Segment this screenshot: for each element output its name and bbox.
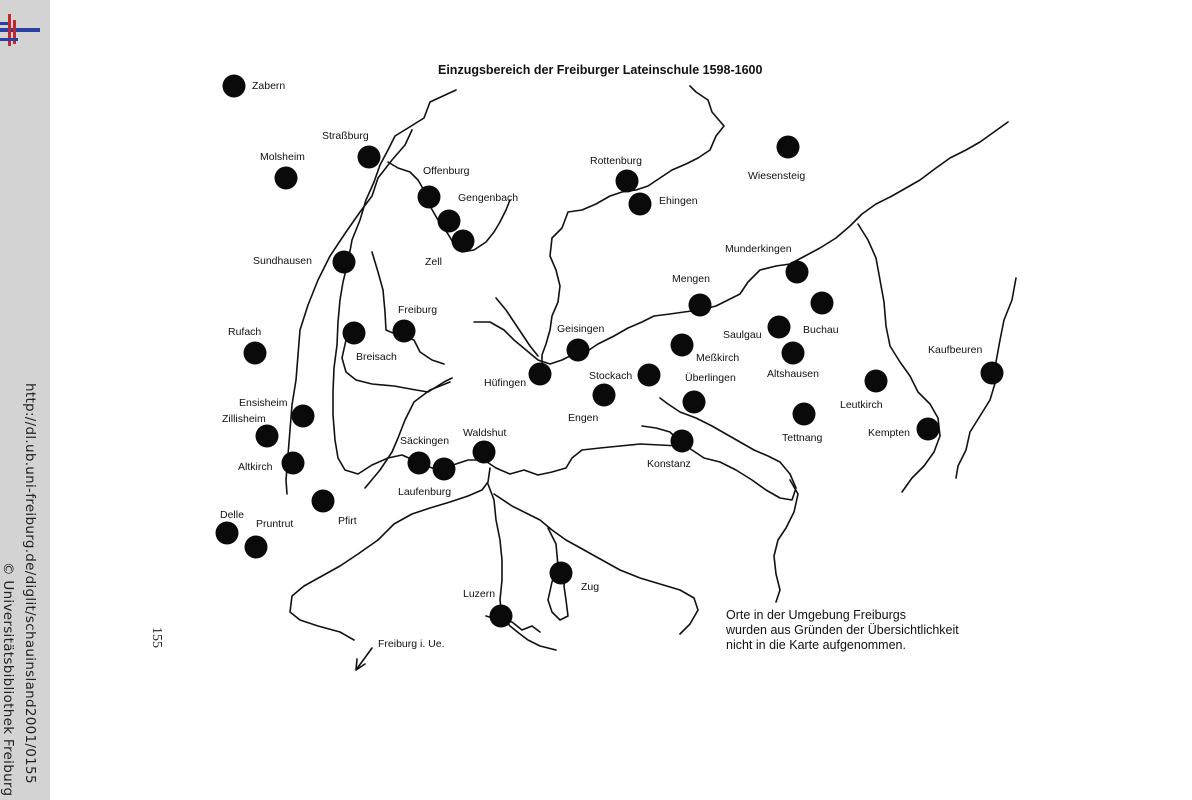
city-label-konstanz: Konstanz xyxy=(647,458,691,470)
city-marker-sundhausen xyxy=(333,251,356,274)
city-marker-ensisheim xyxy=(292,405,315,428)
city-label-delle: Delle xyxy=(220,509,244,521)
city-label-sundhausen: Sundhausen xyxy=(253,255,312,267)
city-label-saulgau: Saulgau xyxy=(723,329,762,341)
city-marker-stockach xyxy=(638,364,661,387)
city-label-geisingen: Geisingen xyxy=(557,323,605,335)
city-label-tettnang: Tettnang xyxy=(782,432,823,444)
city-marker-altkirch xyxy=(282,452,305,475)
city-marker-altshausen xyxy=(782,342,805,365)
city-marker-geisingen xyxy=(567,339,590,362)
arrow-icon xyxy=(356,648,372,670)
city-label-pruntrut: Pruntrut xyxy=(256,518,294,530)
note-line-1: Orte in der Umgebung Freiburgs xyxy=(726,608,906,622)
city-marker-molsheim xyxy=(275,167,298,190)
city-marker-tettnang xyxy=(793,403,816,426)
city-label-ehingen: Ehingen xyxy=(659,195,698,207)
city-marker-hüfingen xyxy=(529,363,552,386)
city-label-altkirch: Altkirch xyxy=(238,461,273,473)
city-label-mengen: Mengen xyxy=(672,273,710,285)
city-marker-offenburg xyxy=(418,186,441,209)
city-label-stockach: Stockach xyxy=(589,370,633,382)
city-marker-wiesensteig xyxy=(777,136,800,159)
city-marker-überlingen xyxy=(683,391,706,414)
city-marker-delle xyxy=(216,522,239,545)
city-marker-kempten xyxy=(917,418,940,441)
city-label-engen: Engen xyxy=(568,412,599,424)
city-marker-ehingen xyxy=(629,193,652,216)
city-label-wiesensteig: Wiesensteig xyxy=(748,170,806,182)
city-marker-pfirt xyxy=(312,490,335,513)
city-marker-straßburg xyxy=(358,146,381,169)
city-marker-luzern xyxy=(490,605,513,628)
city-marker-rufach xyxy=(244,342,267,365)
city-label-molsheim: Molsheim xyxy=(260,151,305,163)
city-label-buchau: Buchau xyxy=(803,324,839,336)
city-label-leutkirch: Leutkirch xyxy=(840,399,883,411)
map-title: Einzugsbereich der Freiburger Lateinschule 1598-1600 xyxy=(438,63,763,77)
city-marker-mengen xyxy=(689,294,712,317)
city-label-gengenbach: Gengenbach xyxy=(458,192,519,204)
city-labels xyxy=(220,80,982,600)
note-line-3: nicht in die Karte aufgenommen. xyxy=(726,638,906,652)
city-label-rufach: Rufach xyxy=(228,326,262,338)
city-marker-säckingen xyxy=(408,452,431,475)
city-label-hüfingen: Hüfingen xyxy=(484,377,527,389)
copyright-text: © Universitätsbibliothek Freiburg xyxy=(0,562,16,797)
city-marker-zillisheim xyxy=(256,425,279,448)
river-iller xyxy=(858,224,940,492)
city-marker-gengenbach xyxy=(438,210,461,233)
city-label-straßburg: Straßburg xyxy=(322,130,369,142)
city-marker-waldshut xyxy=(473,441,496,464)
river-rhine xyxy=(333,90,680,475)
city-marker-meßkirch xyxy=(671,334,694,357)
page-number: 155 xyxy=(149,627,164,648)
city-label-pfirt: Pfirt xyxy=(338,515,357,527)
url-text[interactable]: http://dl.ub.uni-freiburg.de/diglit/schauinsland2001/0155 xyxy=(22,383,38,784)
city-label-altshausen: Altshausen xyxy=(767,368,819,380)
city-label-laufenburg: Laufenburg xyxy=(398,486,452,498)
direction-label: Freiburg i. Ue. xyxy=(378,638,445,650)
city-label-überlingen: Überlingen xyxy=(685,372,736,384)
city-label-kempten: Kempten xyxy=(868,427,911,439)
city-marker-engen xyxy=(593,384,616,407)
city-label-ensisheim: Ensisheim xyxy=(239,397,288,409)
city-label-breisach: Breisach xyxy=(356,351,397,363)
city-label-offenburg: Offenburg xyxy=(423,165,470,177)
city-label-meßkirch: Meßkirch xyxy=(696,352,740,364)
lake-constance xyxy=(642,398,796,500)
city-marker-zug xyxy=(550,562,573,585)
city-label-freiburg: Freiburg xyxy=(398,304,438,316)
city-marker-leutkirch xyxy=(865,370,888,393)
river-ill xyxy=(286,130,412,494)
city-label-rottenburg: Rottenburg xyxy=(590,155,642,167)
city-marker-zell xyxy=(452,230,475,253)
city-marker-kaufbeuren xyxy=(981,362,1004,385)
city-label-zillisheim: Zillisheim xyxy=(222,413,266,425)
city-marker-freiburg xyxy=(393,320,416,343)
city-marker-breisach xyxy=(343,322,366,345)
city-marker-zabern xyxy=(223,75,246,98)
city-marker-munderkingen xyxy=(786,261,809,284)
river-elz xyxy=(342,340,452,392)
city-label-zell: Zell xyxy=(425,256,442,268)
city-marker-pruntrut xyxy=(245,536,268,559)
city-marker-saulgau xyxy=(768,316,791,339)
city-label-zug: Zug xyxy=(581,581,600,593)
city-marker-konstanz xyxy=(671,430,694,453)
city-label-zabern: Zabern xyxy=(252,80,286,92)
river-limmat xyxy=(494,494,698,634)
city-label-munderkingen: Munderkingen xyxy=(725,243,792,255)
city-marker-rottenburg xyxy=(616,170,639,193)
city-marker-laufenburg xyxy=(433,458,456,481)
city-label-säckingen: Säckingen xyxy=(400,435,450,447)
city-label-kaufbeuren: Kaufbeuren xyxy=(928,344,983,356)
city-label-luzern: Luzern xyxy=(463,588,496,600)
city-label-waldshut: Waldshut xyxy=(463,427,507,439)
river-danube-source xyxy=(496,298,538,356)
city-marker-buchau xyxy=(811,292,834,315)
note-line-2: wurden aus Gründen der Übersichtlichkeit xyxy=(726,623,959,637)
